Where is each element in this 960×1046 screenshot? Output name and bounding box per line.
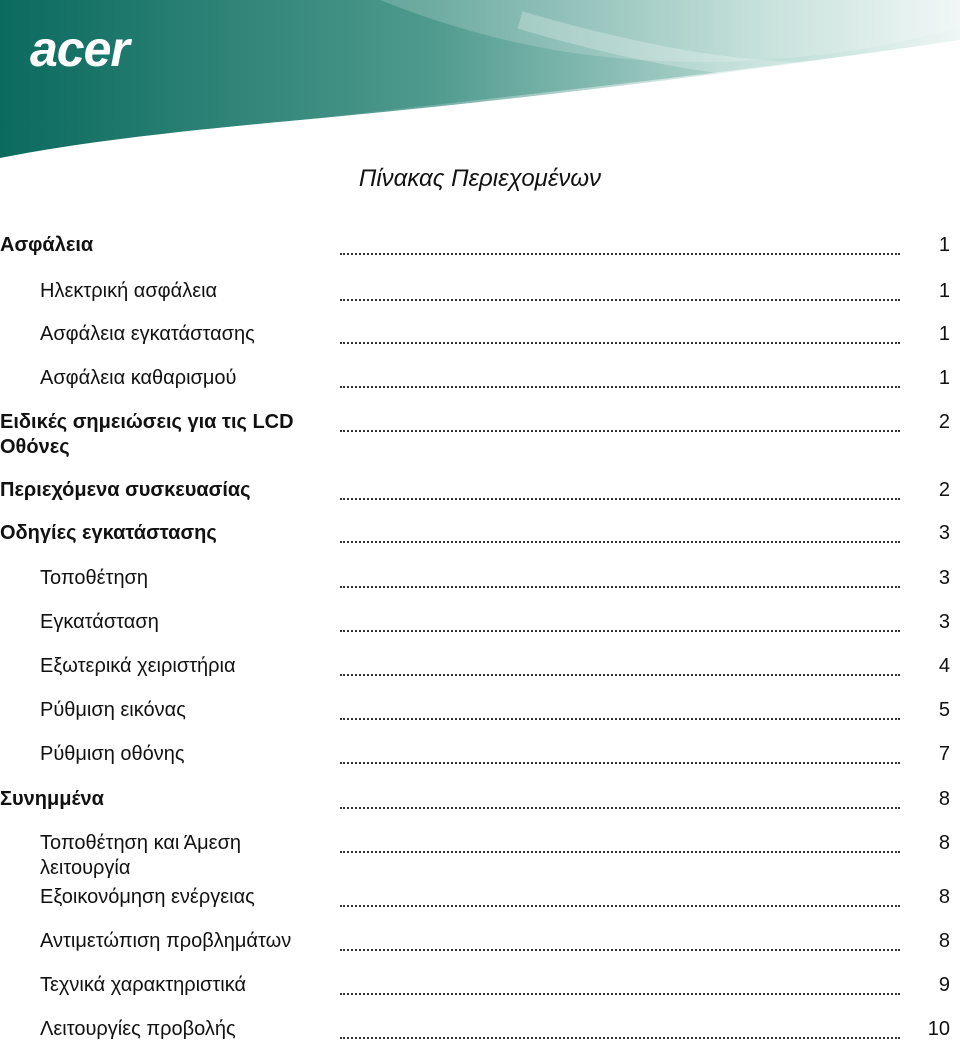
toc-entry-page: 3 <box>938 567 950 589</box>
toc-entry-label: Ασφάλεια καθαρισμού <box>40 367 237 389</box>
dot-leader <box>340 742 900 764</box>
toc-entry-page: 2 <box>938 479 950 501</box>
toc-entry-page: 1 <box>938 280 950 302</box>
toc-entry-page: 9 <box>938 974 950 996</box>
toc-entry-page: 2 <box>938 411 950 433</box>
toc-entry-label: Οδηγίες εγκατάστασης <box>0 522 217 544</box>
dot-leader <box>340 322 900 344</box>
dot-leader <box>340 521 900 543</box>
toc-entry-page: 1 <box>938 367 950 389</box>
dot-leader <box>340 478 900 500</box>
toc-title: Πίνακας Περιεχομένων <box>358 165 602 192</box>
toc-entry-label: Λειτουργίες προβολής <box>40 1018 236 1040</box>
toc-entry-label: Εξωτερικά χειριστήρια <box>40 655 236 677</box>
toc-entry-page: 5 <box>938 699 950 721</box>
toc-entry-page: 3 <box>938 611 950 633</box>
toc-entry-page: 8 <box>938 788 950 810</box>
toc-entry-page: 7 <box>938 743 950 765</box>
dot-leader <box>340 831 900 853</box>
toc-entry-label: Ασφάλεια <box>0 234 94 256</box>
toc-entry-page: 8 <box>938 886 950 908</box>
toc-entry-label: Αντιμετώπιση προβλημάτων <box>40 930 292 952</box>
dot-leader <box>340 610 900 632</box>
dot-leader <box>340 929 900 951</box>
toc-entry-label: Ειδικές σημειώσεις για τις LCD Οθόνες <box>0 411 294 458</box>
toc-entry-label: Ασφάλεια εγκατάστασης <box>40 323 255 345</box>
toc-entry-page: 4 <box>938 655 950 677</box>
dot-leader <box>340 787 900 809</box>
dot-leader <box>340 410 900 432</box>
toc-entry-label: Εξοικονόμηση ενέργειας <box>40 886 255 908</box>
toc-entry-label: Συνημμένα <box>0 788 104 810</box>
toc-entry-label: Τοποθέτηση <box>40 567 149 589</box>
toc-entry-label: Περιεχόμενα συσκευασίας <box>0 479 251 501</box>
dot-leader <box>340 566 900 588</box>
toc-entry-page: 1 <box>938 323 950 345</box>
toc-entry-label: Ρύθμιση οθόνης <box>40 743 185 765</box>
acer-logo: acer <box>30 21 129 77</box>
dot-leader <box>340 973 900 995</box>
toc-entry-page: 8 <box>938 832 950 854</box>
toc-entry-page: 10 <box>927 1018 950 1040</box>
dot-leader <box>340 366 900 388</box>
toc-entry-page: 3 <box>938 522 950 544</box>
toc-entry-page: 8 <box>938 930 950 952</box>
dot-leader <box>340 279 900 301</box>
toc-entry-label: Ρύθμιση εικόνας <box>40 699 186 721</box>
dot-leader <box>340 885 900 907</box>
dot-leader <box>340 654 900 676</box>
dot-leader <box>340 1017 900 1039</box>
dot-leader <box>340 698 900 720</box>
toc-entry-label: Τεχνικά χαρακτηριστικά <box>40 974 247 996</box>
toc-entry-label: Εγκατάσταση <box>40 611 159 633</box>
dot-leader <box>340 233 900 255</box>
toc-entry-label: Τοποθέτηση και Άμεση λειτουργία <box>40 832 242 879</box>
toc-entry-page: 1 <box>938 234 950 256</box>
toc-entry-label: Ηλεκτρική ασφάλεια <box>40 280 218 302</box>
